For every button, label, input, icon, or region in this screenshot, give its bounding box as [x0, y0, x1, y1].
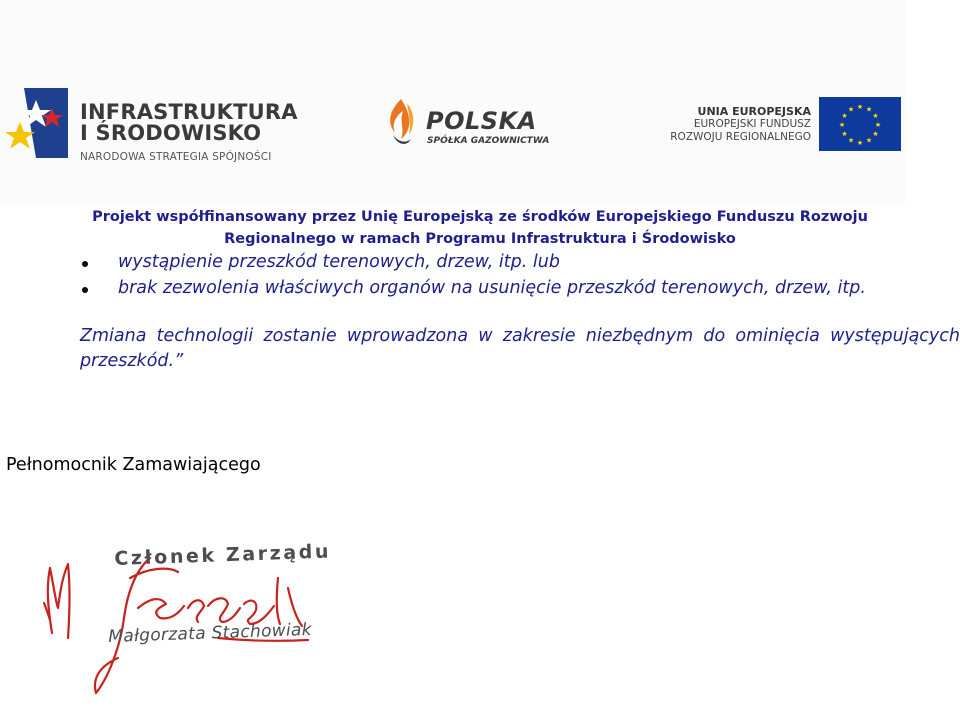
list-item-text: wystąpienie przeszkód terenowych, drzew, itp. lub	[118, 252, 560, 272]
gas-logo-name: POLSKA	[426, 107, 537, 135]
infra-logo-line3: NARODOWA STRATEGIA SPÓJNOŚCI	[80, 151, 272, 163]
cofinancing-line2: Regionalnego w ramach Programu Infrastruktura i Środowisko	[224, 231, 736, 247]
eu-flag-icon	[819, 97, 901, 151]
list-item-text: brak zezwolenia właściwych organów na usunięcie przeszkód terenowych, drzew, itp.	[118, 278, 866, 298]
list-item	[0, 276, 960, 300]
svg-text:★: ★	[856, 139, 864, 147]
svg-text:★: ★	[847, 105, 855, 114]
svg-text:★: ★	[856, 103, 864, 111]
stamp-title: Członek Zarządu	[114, 540, 332, 570]
polska-spolka-gazownictwa-logo	[381, 95, 561, 155]
svg-text:★: ★	[865, 136, 873, 145]
infrastruktura-srodowisko-logo	[6, 82, 298, 163]
logo-band	[0, 0, 905, 205]
technology-change-paragraph: Zmiana technologii zostanie wprowadzona w zakresie niezbędnym do ominięcia występujących przeszkód.”	[80, 326, 960, 371]
eu-logo-line1: UNIA EUROPEJSKA	[697, 105, 811, 118]
svg-text:★: ★	[865, 105, 873, 114]
svg-text:★: ★	[872, 112, 879, 120]
proxy-label: Pełnomocnik Zamawiającego	[6, 455, 261, 475]
cofinancing-line1: Projekt współfinansowany przez Unię Europejską ze środków Europejskiego Funduszu Rozwoju	[92, 209, 868, 225]
eu-logo-line3: ROZWOJU REGIONALNEGO	[670, 131, 811, 143]
eu-erdf-logo	[670, 97, 905, 153]
obstacle-conditions-list	[0, 250, 960, 300]
svg-text:★: ★	[847, 136, 855, 145]
gas-flame-icon	[381, 95, 421, 153]
svg-text:★: ★	[874, 121, 882, 129]
svg-text:★: ★	[841, 112, 848, 120]
cofinancing-notice	[0, 206, 960, 250]
gas-logo-subtitle: SPÓŁKA GAZOWNICTWA	[427, 136, 550, 146]
bullet-icon	[82, 287, 88, 293]
svg-text:★: ★	[838, 121, 846, 129]
list-item	[0, 250, 960, 274]
svg-text:★: ★	[872, 130, 879, 138]
infrastruktura-star-icon	[6, 82, 76, 162]
eu-logo-line2: EUROPEJSKI FUNDUSZ	[693, 118, 811, 130]
stamp-name: Małgorzata Stachowiak	[108, 619, 313, 647]
bullet-icon	[82, 261, 88, 267]
svg-text:★: ★	[841, 130, 848, 138]
infra-logo-line2: I ŚRODOWISKO	[80, 121, 262, 145]
infra-logo-line1: INFRASTRUKTURA	[80, 100, 298, 124]
